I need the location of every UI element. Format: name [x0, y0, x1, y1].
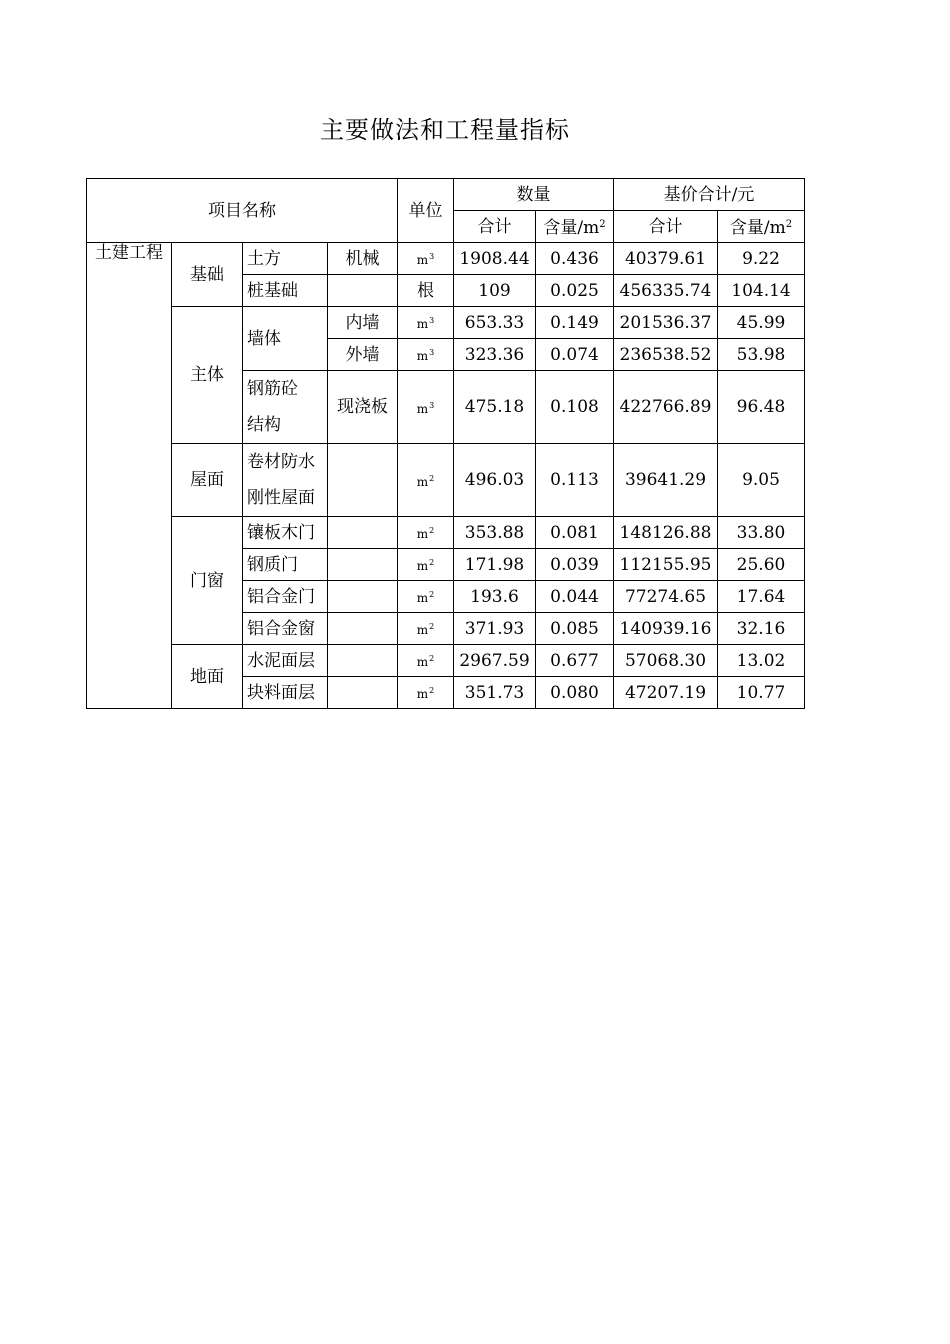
- sub-item-cell: [328, 645, 398, 677]
- table-row: [87, 307, 805, 339]
- qty-total-cell: 496.03: [454, 444, 536, 517]
- sub-item-cell: 内墙: [328, 307, 398, 339]
- price-content-cell: 25.60: [718, 549, 805, 581]
- qty-total-cell: 171.98: [454, 549, 536, 581]
- sub-item-cell: [328, 581, 398, 613]
- group-doors-windows: 门窗: [172, 517, 243, 645]
- qty-content-cell: 0.108: [536, 371, 614, 444]
- unit-cell: $m^3$: [398, 371, 454, 444]
- item-cell: 铝合金门: [243, 581, 328, 613]
- qty-total-cell: 371.93: [454, 613, 536, 645]
- group-roof: 屋面: [172, 444, 243, 517]
- price-content-cell: 96.48: [718, 371, 805, 444]
- header-quantity-content: 含量$/m^2$: [536, 211, 614, 243]
- item-cell: 铝合金窗: [243, 613, 328, 645]
- unit-cell: $m^2$: [398, 645, 454, 677]
- sub-item-cell: 外墙: [328, 339, 398, 371]
- item-cell: 卷材防水 刚性屋面: [243, 444, 328, 517]
- price-content-cell: 10.77: [718, 677, 805, 709]
- qty-content-cell: 0.085: [536, 613, 614, 645]
- price-content-cell: 17.64: [718, 581, 805, 613]
- unit-cell: $m^3$: [398, 243, 454, 275]
- price-content-cell: 9.05: [718, 444, 805, 517]
- category-cell: 土建工程: [87, 243, 172, 709]
- price-total-cell: 140939.16: [614, 613, 718, 645]
- header-row-1: [87, 179, 805, 211]
- price-content-cell: 104.14: [718, 275, 805, 307]
- group-floor: 地面: [172, 645, 243, 709]
- sub-item-cell: [328, 444, 398, 517]
- price-total-cell: 201536.37: [614, 307, 718, 339]
- qty-content-cell: 0.113: [536, 444, 614, 517]
- price-total-cell: 77274.65: [614, 581, 718, 613]
- qty-total-cell: 323.36: [454, 339, 536, 371]
- sub-item-cell: [328, 613, 398, 645]
- group-foundation: 基础: [172, 243, 243, 307]
- price-total-cell: 148126.88: [614, 517, 718, 549]
- sub-item-cell: [328, 549, 398, 581]
- price-total-cell: 39641.29: [614, 444, 718, 517]
- price-total-cell: 112155.95: [614, 549, 718, 581]
- item-cell: 钢筋砼 结构: [243, 371, 328, 444]
- qty-content-cell: 0.025: [536, 275, 614, 307]
- header-quantity-total: 合计: [454, 211, 536, 243]
- price-content-cell: 13.02: [718, 645, 805, 677]
- price-total-cell: 47207.19: [614, 677, 718, 709]
- sub-item-cell: [328, 275, 398, 307]
- item-cell: 水泥面层: [243, 645, 328, 677]
- sub-item-cell: 现浇板: [328, 371, 398, 444]
- unit-cell: $m^2$: [398, 549, 454, 581]
- item-cell: 块料面层: [243, 677, 328, 709]
- sub-item-cell: [328, 677, 398, 709]
- unit-cell: $m^3$: [398, 307, 454, 339]
- item-cell: 桩基础: [243, 275, 328, 307]
- unit-cell: $m^2$: [398, 581, 454, 613]
- unit-cell: $m^2$: [398, 444, 454, 517]
- price-content-cell: 45.99: [718, 307, 805, 339]
- header-base-price: 基价合计/元: [614, 179, 805, 211]
- header-quantity: 数量: [454, 179, 614, 211]
- qty-total-cell: 475.18: [454, 371, 536, 444]
- price-content-cell: 33.80: [718, 517, 805, 549]
- qty-content-cell: 0.149: [536, 307, 614, 339]
- qty-content-cell: 0.074: [536, 339, 614, 371]
- price-total-cell: 422766.89: [614, 371, 718, 444]
- header-price-total: 合计: [614, 211, 718, 243]
- page-title: 主要做法和工程量指标: [320, 116, 570, 144]
- price-total-cell: 456335.74: [614, 275, 718, 307]
- qty-content-cell: 0.436: [536, 243, 614, 275]
- table-row: [87, 517, 805, 549]
- price-total-cell: 40379.61: [614, 243, 718, 275]
- sub-item-cell: [328, 517, 398, 549]
- table-row: [87, 444, 805, 517]
- table-row: [87, 645, 805, 677]
- qty-content-cell: 0.044: [536, 581, 614, 613]
- unit-cell: $m^3$: [398, 339, 454, 371]
- unit-cell: $m^2$: [398, 613, 454, 645]
- qty-content-cell: 0.080: [536, 677, 614, 709]
- item-cell: 镶板木门: [243, 517, 328, 549]
- header-unit: 单位: [398, 179, 454, 243]
- price-total-cell: 57068.30: [614, 645, 718, 677]
- item-cell: 墙体: [243, 307, 328, 371]
- group-main-body: 主体: [172, 307, 243, 444]
- qty-total-cell: 2967.59: [454, 645, 536, 677]
- price-total-cell: 236538.52: [614, 339, 718, 371]
- qty-total-cell: 1908.44: [454, 243, 536, 275]
- unit-cell: 根: [398, 275, 454, 307]
- qty-total-cell: 351.73: [454, 677, 536, 709]
- qty-total-cell: 193.6: [454, 581, 536, 613]
- price-content-cell: 53.98: [718, 339, 805, 371]
- qty-total-cell: 353.88: [454, 517, 536, 549]
- header-project-name: 项目名称: [87, 179, 398, 243]
- price-content-cell: 9.22: [718, 243, 805, 275]
- indicator-table: [86, 178, 805, 709]
- qty-content-cell: 0.677: [536, 645, 614, 677]
- sub-item-cell: 机械: [328, 243, 398, 275]
- qty-total-cell: 653.33: [454, 307, 536, 339]
- unit-cell: $m^2$: [398, 677, 454, 709]
- item-cell: 钢质门: [243, 549, 328, 581]
- header-price-content: 含量$/m^2$: [718, 211, 805, 243]
- qty-total-cell: 109: [454, 275, 536, 307]
- table-row: [87, 243, 805, 275]
- qty-content-cell: 0.039: [536, 549, 614, 581]
- unit-cell: $m^2$: [398, 517, 454, 549]
- qty-content-cell: 0.081: [536, 517, 614, 549]
- price-content-cell: 32.16: [718, 613, 805, 645]
- item-cell: 土方: [243, 243, 328, 275]
